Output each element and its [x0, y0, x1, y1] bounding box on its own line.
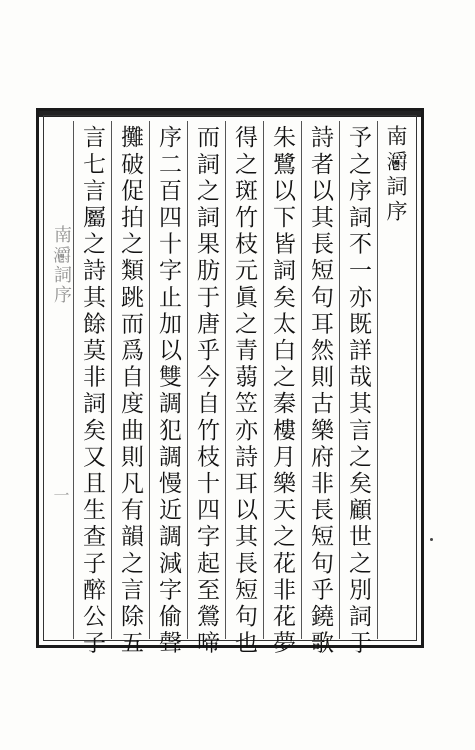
text-column-7: 攤破促拍之類跳而爲自度曲則凡有韻之言除五 — [117, 125, 143, 657]
column-rule — [301, 121, 302, 639]
column-rule — [263, 121, 264, 639]
column-rule — [73, 121, 74, 639]
text-column-4: 得之斑竹枝元眞之青蒻笠亦詩耳以其長短句也 — [231, 125, 257, 657]
column-rule — [339, 121, 340, 639]
text-column-8: 言七言屬之詩其餘莫非詞矣又且生查子醉公子 — [79, 125, 105, 657]
text-column-3: 朱鷺以下皆詞矣太白之秦樓月樂天之花非花夢 — [269, 125, 295, 657]
column-rule — [111, 121, 112, 639]
text-column-5: 而詞之詞果肪于唐乎今自竹枝十四字起至鶯啼 — [193, 125, 219, 657]
preface-title: 南𤅪詞序 — [384, 125, 408, 225]
text-column-2: 詩者以其長短句耳然則古樂府非長短句乎鐃歌 — [307, 125, 333, 657]
centre-title: 南𤅪詞序 — [51, 225, 72, 305]
ink-speck — [430, 538, 433, 541]
text-column-6: 序二百四十字止加以雙調犯調慢近調減字偷聲 — [155, 125, 181, 657]
centre-volume-number: 一 — [51, 487, 70, 503]
column-rule — [187, 121, 188, 639]
page-centre-column — [43, 115, 73, 641]
column-rule — [377, 121, 378, 639]
text-frame — [36, 108, 424, 657]
text-column-1: 予之序詞不一亦既詳哉其言之矣顧世之別詞于 — [345, 125, 371, 657]
column-rule — [225, 121, 226, 639]
column-rule — [149, 121, 150, 639]
